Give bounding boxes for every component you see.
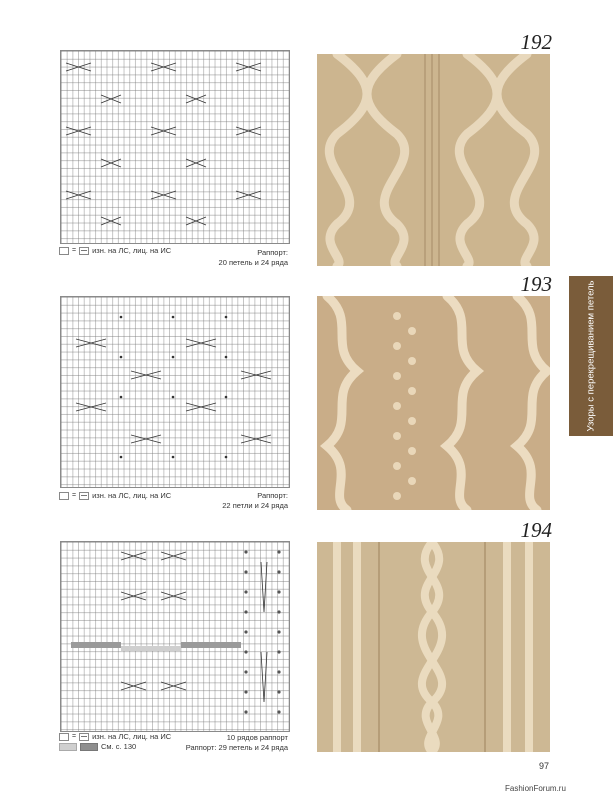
watermark: FashionForum.ru	[505, 784, 566, 793]
legend-192	[59, 246, 171, 255]
dash-box-icon	[79, 492, 89, 500]
knitting-chart-192	[60, 50, 290, 244]
dash-box-icon	[79, 247, 89, 255]
knitting-chart-194	[60, 541, 290, 732]
rapport-line: 20 петель и 24 ряда	[218, 258, 288, 267]
rapport-line: Раппорт:	[257, 491, 288, 500]
chart-symbols	[61, 297, 289, 487]
pattern-number-192: 192	[520, 30, 552, 54]
empty-box-icon	[59, 733, 69, 741]
pattern-number-193: 193	[520, 272, 552, 296]
knitting-chart-193	[60, 296, 290, 488]
knit-photo-194	[317, 542, 550, 752]
legend-eq: =	[72, 492, 77, 499]
empty-box-icon	[59, 492, 69, 500]
dash-box-icon	[79, 733, 89, 741]
legend-text: См. с. 130	[101, 742, 137, 751]
light-grey-box-icon	[59, 743, 77, 751]
legend-text: изн. на ЛС, лиц. на ИС	[92, 491, 172, 500]
legend-194-extra	[59, 742, 136, 751]
legend-text: изн. на ЛС, лиц. на ИС	[92, 732, 172, 741]
rapport-line: Раппорт:	[257, 248, 288, 257]
rapport-194	[186, 733, 288, 753]
rapport-192	[219, 248, 288, 268]
chart-symbols	[61, 51, 289, 243]
rapport-line: Раппорт: 29 петель и 24 ряда	[185, 743, 288, 752]
legend-eq: =	[72, 247, 77, 254]
rapport-193	[222, 491, 288, 511]
dark-grey-box-icon	[80, 743, 98, 751]
section-tab	[569, 276, 613, 436]
knit-photo-193	[317, 296, 550, 510]
legend-194	[59, 732, 171, 741]
knit-photo-192	[317, 54, 550, 266]
section-title: Узоры с перекрещиванием петель	[585, 280, 597, 432]
rapport-line: 22 петли и 24 ряда	[222, 501, 288, 510]
chart-symbols	[61, 542, 289, 731]
legend-text: изн. на ЛС, лиц. на ИС	[92, 246, 172, 255]
page-number: 97	[539, 761, 550, 771]
legend-193	[59, 491, 171, 500]
rapport-line: 10 рядов раппорт	[226, 733, 288, 742]
empty-box-icon	[59, 247, 69, 255]
pattern-number-194: 194	[520, 518, 552, 542]
legend-eq: =	[72, 733, 77, 740]
